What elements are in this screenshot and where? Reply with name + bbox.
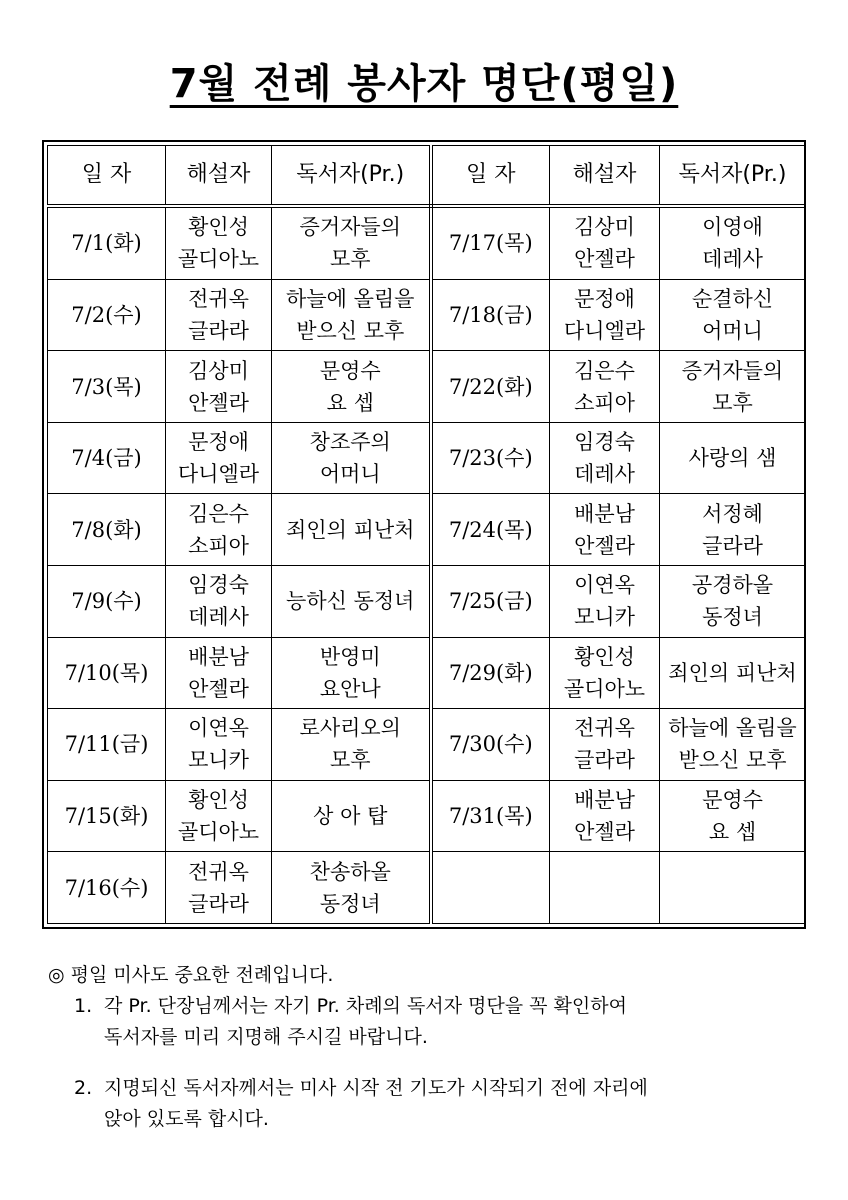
commentator-line: 골디아노 bbox=[177, 820, 260, 845]
commentator-line: 안젤라 bbox=[188, 390, 249, 415]
date-cell-left bbox=[48, 351, 166, 423]
reader-line: 반영미 bbox=[319, 644, 381, 669]
commentator-cell-left bbox=[166, 279, 272, 351]
reader-cell-left bbox=[272, 637, 431, 709]
header-commentator-right: 해설자 bbox=[550, 146, 660, 207]
commentator-cell-right bbox=[550, 852, 660, 924]
commentator-cell-left bbox=[166, 780, 272, 852]
reader-cell-right bbox=[660, 637, 806, 709]
table-row bbox=[48, 279, 806, 351]
reader-cell-left bbox=[272, 494, 431, 566]
commentator-line: 모니카 bbox=[188, 748, 249, 773]
commentator-line: 황인성 bbox=[188, 215, 249, 240]
reader-line: 동정녀 bbox=[319, 891, 381, 916]
date-cell-right bbox=[431, 709, 550, 781]
reader-cell-right bbox=[660, 780, 806, 852]
commentator-line: 다니엘라 bbox=[177, 462, 260, 487]
date-cell-left bbox=[48, 422, 166, 494]
note-number: 1. bbox=[74, 995, 93, 1017]
commentator-cell-right bbox=[550, 351, 660, 423]
date-cell-right bbox=[431, 351, 550, 423]
commentator-line: 배분남 bbox=[574, 788, 635, 813]
commentator-line: 문정애 bbox=[188, 430, 249, 455]
date-text: 7/31(목) bbox=[448, 804, 533, 829]
reader-line: 죄인의 피난처 bbox=[286, 517, 415, 542]
commentator-line: 글라라 bbox=[188, 319, 249, 344]
reader-line: 사랑의 샘 bbox=[688, 446, 777, 471]
commentator-cell-right bbox=[550, 206, 660, 279]
date-cell-left bbox=[48, 279, 166, 351]
table-row bbox=[48, 351, 806, 423]
note-line: 앉아 있도록 합시다. bbox=[104, 1108, 269, 1130]
header-date-left: 일 자 bbox=[48, 146, 166, 207]
date-cell-left bbox=[48, 637, 166, 709]
commentator-line: 글라라 bbox=[188, 891, 249, 916]
reader-line: 글라라 bbox=[702, 533, 763, 558]
table-row bbox=[48, 637, 806, 709]
date-cell-right bbox=[431, 206, 550, 279]
commentator-cell-left bbox=[166, 637, 272, 709]
commentator-line: 배분남 bbox=[574, 501, 635, 526]
commentator-line: 전귀옥 bbox=[574, 716, 635, 741]
reader-cell-left bbox=[272, 422, 431, 494]
date-cell-left bbox=[48, 566, 166, 638]
date-text: 7/11(금) bbox=[64, 732, 149, 757]
reader-line: 요 셉 bbox=[326, 390, 374, 415]
date-cell-right bbox=[431, 494, 550, 566]
date-cell-left bbox=[48, 206, 166, 279]
commentator-cell-right bbox=[550, 494, 660, 566]
reader-cell-right bbox=[660, 494, 806, 566]
reader-cell-right bbox=[660, 852, 806, 924]
reader-line: 증거자들의 bbox=[681, 358, 784, 383]
commentator-line: 안젤라 bbox=[188, 676, 249, 701]
reader-line: 받으신 모후 bbox=[296, 319, 405, 344]
reader-cell-right bbox=[660, 709, 806, 781]
commentator-line: 다니엘라 bbox=[563, 319, 646, 344]
page-title-text: 7월 전례 봉사자 명단(평일) bbox=[169, 61, 679, 107]
note-item-2 bbox=[74, 1073, 808, 1135]
commentator-cell-right bbox=[550, 709, 660, 781]
reader-line: 서정혜 bbox=[702, 501, 763, 526]
reader-line: 상 아 탑 bbox=[313, 804, 388, 829]
date-cell-left bbox=[48, 494, 166, 566]
header-commentator-left: 해설자 bbox=[166, 146, 272, 207]
notes-heading: ◎ 평일 미사도 중요한 전례입니다. bbox=[48, 964, 334, 986]
table-row bbox=[48, 852, 806, 924]
reader-line: 문영수 bbox=[702, 788, 763, 813]
reader-line: 순결하신 bbox=[691, 287, 774, 312]
commentator-line: 이연옥 bbox=[188, 716, 249, 741]
date-text: 7/10(목) bbox=[64, 660, 149, 685]
note-line: 지명되신 독서자께서는 미사 시작 전 기도가 시작되기 전에 자리에 bbox=[104, 1077, 648, 1099]
commentator-line: 배분남 bbox=[188, 644, 249, 669]
reader-line: 공경하올 bbox=[691, 573, 774, 598]
header-date-right: 일 자 bbox=[431, 146, 550, 207]
commentator-cell-right bbox=[550, 637, 660, 709]
reader-cell-left bbox=[272, 709, 431, 781]
reader-line: 받으신 모후 bbox=[678, 748, 787, 773]
commentator-cell-left bbox=[166, 566, 272, 638]
date-cell-left bbox=[48, 780, 166, 852]
date-cell-right bbox=[431, 566, 550, 638]
date-text: 7/22(화) bbox=[448, 374, 533, 399]
date-text: 7/23(수) bbox=[448, 446, 533, 471]
reader-line: 동정녀 bbox=[702, 605, 763, 630]
table-row bbox=[48, 422, 806, 494]
date-cell-right bbox=[431, 780, 550, 852]
commentator-line: 임경숙 bbox=[574, 430, 635, 455]
commentator-cell-right bbox=[550, 422, 660, 494]
commentator-cell-left bbox=[166, 852, 272, 924]
date-cell-left bbox=[48, 709, 166, 781]
note-number: 2. bbox=[74, 1077, 93, 1099]
reader-line: 창조주의 bbox=[309, 430, 391, 455]
commentator-cell-left bbox=[166, 709, 272, 781]
reader-line: 증거자들의 bbox=[299, 215, 401, 240]
reader-line: 모후 bbox=[329, 748, 371, 773]
commentator-line: 안젤라 bbox=[574, 247, 635, 272]
reader-cell-left bbox=[272, 780, 431, 852]
reader-line: 하늘에 올림을 bbox=[286, 287, 415, 312]
commentator-line: 소피아 bbox=[188, 533, 249, 558]
reader-line: 찬송하올 bbox=[309, 859, 391, 884]
reader-line: 로사리오의 bbox=[299, 716, 401, 741]
roster-table bbox=[47, 145, 806, 924]
commentator-line: 데레사 bbox=[574, 462, 635, 487]
commentator-line: 데레사 bbox=[188, 605, 249, 630]
reader-line: 모후 bbox=[329, 247, 371, 272]
date-text: 7/15(화) bbox=[64, 804, 149, 829]
date-text: 7/17(목) bbox=[448, 231, 533, 256]
page-title bbox=[0, 52, 848, 109]
reader-line: 하늘에 올림을 bbox=[668, 716, 797, 741]
roster-table-frame bbox=[42, 140, 806, 929]
date-text: 7/24(목) bbox=[448, 517, 533, 542]
reader-cell-left bbox=[272, 351, 431, 423]
roster-body bbox=[48, 206, 806, 924]
commentator-line: 모니카 bbox=[574, 605, 635, 630]
commentator-line: 김은수 bbox=[574, 358, 635, 383]
table-header-row bbox=[48, 146, 806, 207]
reader-cell-left bbox=[272, 206, 431, 279]
date-text: 7/16(수) bbox=[64, 875, 149, 900]
commentator-line: 골디아노 bbox=[563, 676, 646, 701]
date-cell-right bbox=[431, 852, 550, 924]
header-reader-left: 독서자(Pr.) bbox=[272, 146, 431, 207]
commentator-line: 김은수 bbox=[188, 501, 249, 526]
date-text: 7/25(금) bbox=[448, 589, 533, 614]
table-row bbox=[48, 780, 806, 852]
commentator-line: 글라라 bbox=[574, 748, 635, 773]
reader-line: 죄인의 피난처 bbox=[668, 660, 797, 685]
note-line: 각 Pr. 단장님께서는 자기 Pr. 차례의 독서자 명단을 꼭 확인하여 bbox=[104, 995, 627, 1017]
commentator-line: 소피아 bbox=[574, 390, 635, 415]
reader-line: 어머니 bbox=[702, 319, 763, 344]
table-row bbox=[48, 206, 806, 279]
commentator-line: 황인성 bbox=[188, 788, 249, 813]
header-reader-right: 독서자(Pr.) bbox=[660, 146, 806, 207]
date-cell-right bbox=[431, 279, 550, 351]
commentator-cell-left bbox=[166, 422, 272, 494]
reader-cell-left bbox=[272, 566, 431, 638]
reader-line: 모후 bbox=[712, 390, 753, 415]
reader-line: 데레사 bbox=[702, 247, 763, 272]
date-text: 7/9(수) bbox=[71, 589, 142, 614]
commentator-line: 임경숙 bbox=[188, 573, 249, 598]
date-text: 7/1(화) bbox=[71, 231, 142, 256]
date-text: 7/18(금) bbox=[448, 303, 533, 328]
commentator-cell-right bbox=[550, 780, 660, 852]
reader-cell-right bbox=[660, 279, 806, 351]
reader-line: 어머니 bbox=[319, 462, 381, 487]
date-cell-left bbox=[48, 852, 166, 924]
reader-cell-right bbox=[660, 566, 806, 638]
date-text: 7/8(화) bbox=[71, 517, 142, 542]
reader-cell-left bbox=[272, 852, 431, 924]
reader-cell-left bbox=[272, 279, 431, 351]
commentator-cell-right bbox=[550, 279, 660, 351]
notes-section bbox=[48, 960, 808, 1135]
commentator-line: 골디아노 bbox=[177, 247, 260, 272]
commentator-cell-left bbox=[166, 351, 272, 423]
commentator-line: 황인성 bbox=[574, 644, 635, 669]
table-row bbox=[48, 709, 806, 781]
commentator-line: 김상미 bbox=[188, 358, 249, 383]
commentator-line: 문정애 bbox=[574, 287, 635, 312]
commentator-line: 안젤라 bbox=[574, 533, 635, 558]
reader-cell-right bbox=[660, 206, 806, 279]
commentator-line: 전귀옥 bbox=[188, 859, 249, 884]
commentator-line: 전귀옥 bbox=[188, 287, 249, 312]
reader-line: 요안나 bbox=[319, 676, 381, 701]
commentator-cell-left bbox=[166, 206, 272, 279]
date-text: 7/3(목) bbox=[71, 374, 142, 399]
reader-line: 요 셉 bbox=[708, 820, 757, 845]
date-text: 7/30(수) bbox=[448, 732, 533, 757]
reader-line: 능하신 동정녀 bbox=[286, 589, 415, 614]
reader-line: 문영수 bbox=[319, 358, 381, 383]
date-text: 7/2(수) bbox=[71, 303, 142, 328]
date-cell-right bbox=[431, 637, 550, 709]
commentator-cell-left bbox=[166, 494, 272, 566]
commentator-line: 김상미 bbox=[574, 215, 635, 240]
note-line: 독서자를 미리 지명해 주시길 바랍니다. bbox=[104, 1026, 428, 1048]
table-row bbox=[48, 566, 806, 638]
reader-line: 이영애 bbox=[702, 215, 763, 240]
reader-cell-right bbox=[660, 351, 806, 423]
date-cell-right bbox=[431, 422, 550, 494]
date-text: 7/4(금) bbox=[71, 446, 142, 471]
commentator-cell-right bbox=[550, 566, 660, 638]
commentator-line: 안젤라 bbox=[574, 820, 635, 845]
date-text: 7/29(화) bbox=[448, 660, 533, 685]
reader-cell-right bbox=[660, 422, 806, 494]
note-item-1 bbox=[74, 991, 808, 1053]
table-row bbox=[48, 494, 806, 566]
commentator-line: 이연옥 bbox=[574, 573, 635, 598]
